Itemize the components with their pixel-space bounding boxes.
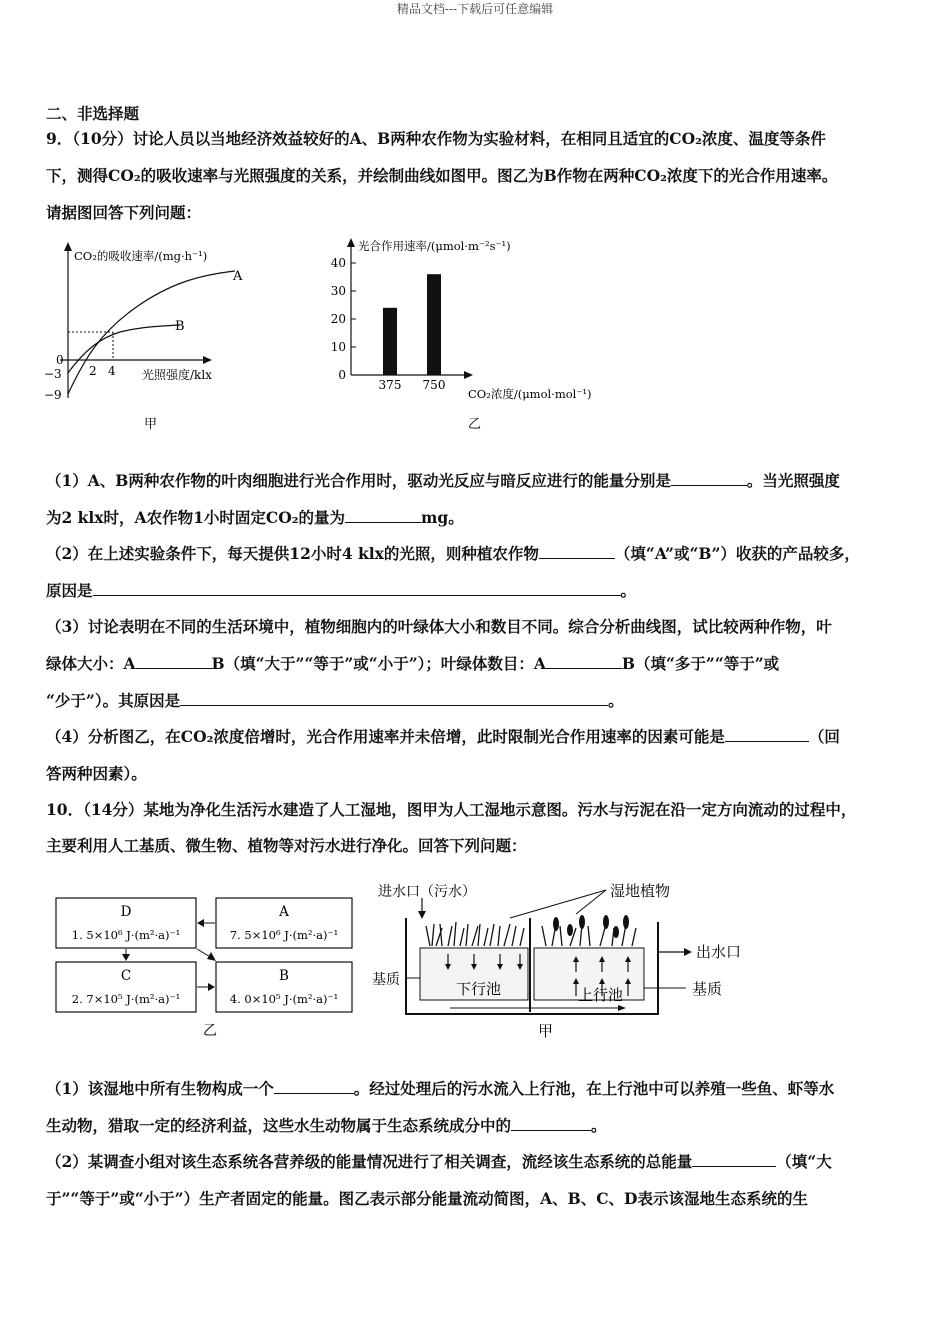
arrow-d-to-c-head [122,954,130,961]
plants-left-icon [426,922,524,946]
bar-category-label: 375 [378,378,402,392]
bar-375 [383,308,397,375]
box-b-value: 4. 0×10⁵ J·(m²·a)⁻¹ [229,992,339,1006]
q9-stem-line2: 下，测得CO₂的吸收速率与光照强度的关系，并绘制曲线如图甲。图乙为B作物在两种CO₂浓度下的光合作用速率。 [46,166,838,185]
box-c-label: C [120,968,132,984]
bar-750 [427,274,441,375]
answer-blank[interactable] [274,1078,354,1094]
q9-part3-line1: （3）讨论表明在不同的生活环境中，植物细胞内的叶绿体大小和数目不同。综合分析曲线图，试比较两种作物，叶 [46,617,832,636]
box-a-label: A [279,904,289,920]
q10-figure-jia-wetland [370,874,790,1044]
tick-minus-3: −3 [44,367,62,381]
q10-part1-line2: 生动物，猎取一定的经济利益，这些水生动物属于生态系统成分中的 。 [46,1116,607,1135]
down-pool-label: 下行池 [456,980,502,998]
q9-part2-line2: 原因是 。 [46,581,637,600]
answer-blank[interactable] [180,690,608,706]
inlet-arrowhead [418,911,426,919]
answer-blank[interactable] [345,507,421,523]
q10-figure-yi-energy-flow [50,892,360,1042]
answer-blank[interactable] [692,1151,776,1167]
bar-y-tick-label: 0 [338,368,346,382]
box-d-value: 1. 5×10⁶ J·(m²·a)⁻¹ [71,928,181,942]
outlet-arrowhead [684,948,692,956]
plant-pointer-2 [510,890,606,918]
answer-blank[interactable] [671,470,747,486]
bar-category-label: 750 [422,378,446,392]
q10-stem-line1: 10．（14分）某地为净化生活污水建造了人工湿地，图甲为人工湿地示意图。污水与污泥在沿一定方向流动的过程中， [46,800,857,819]
q9-part1-line1: （1）A、B两种农作物的叶肉细胞进行光合作用时，驱动光反应与暗反应进行的能量分别是 。当光照强度 [46,471,840,490]
q9-figure-jia [40,238,280,438]
plant-pointer-1 [576,890,606,914]
q9-part2-line1: （2）在上述实验条件下，每天提供12小时4 klx的光照，则种植农作物 （填“A”或“B”）收获的产品较多， [46,544,860,563]
outlet-label: 出水口 [696,943,742,961]
bar-y-tick-label: 30 [330,284,346,298]
q10-yi-caption: 乙 [203,1023,217,1039]
bar-xlabel: CO₂浓度/(μmol·mol⁻¹) [468,387,592,401]
q10-part2-line2: 于”“等于”或“小于”）生产者固定的能量。图乙表示部分能量流动简图，A、B、C、D表示该湿地生态系统的生 [46,1189,808,1208]
answer-blank[interactable] [511,1115,591,1131]
arrow-d-to-b-head [207,952,216,961]
answer-blank[interactable] [539,543,615,559]
answer-blank[interactable] [725,726,809,742]
tick-4: 4 [108,364,116,378]
arrow-a-to-d-head [197,919,204,927]
y-axis-arrow [64,242,72,251]
bottom-flow-arrowhead [618,1005,626,1011]
q10-jia-caption: 甲 [538,1022,554,1040]
bar-y-tick-label: 40 [330,256,346,270]
q9-part3-line2: 绿体大小：A B（填“大于”“等于”或“小于”）；叶绿体数目：A B（填“多于”“等于”或 [46,654,780,673]
box-b-label: B [279,968,289,984]
x-axis-arrow [203,356,212,364]
q9-part1-line2: 为2 klx时，A农作物1小时固定CO₂的量为 mg。 [46,508,464,527]
bar-ylabel: 光合作用速率/(μmol·m⁻²s⁻¹) [358,239,511,253]
cattail-heads-icon [553,915,629,938]
q9-part3-line3: “少于”）。其原因是 。 [46,691,624,710]
bar-caption: 乙 [468,417,482,432]
bar-x-axis-arrow [464,371,473,379]
box-a-value: 7. 5×10⁶ J·(m²·a)⁻¹ [229,928,339,942]
bar-y-axis-arrow [347,238,355,247]
section-title: 二、非选择题 [46,104,140,123]
jia-xlabel: 光照强度/klx [142,368,212,382]
plants-label: 湿地植物 [610,882,671,900]
q9-figure-yi-bar-chart [318,232,638,438]
q9-part4-line1: （4）分析图乙，在CO₂浓度倍增时，光合作用速率并未倍增，此时限制光合作用速率的因素可能是 （回 [46,727,840,746]
tick-minus-9: −9 [44,388,62,402]
q9-part4-line2: 答两种因素）。 [46,764,147,783]
box-c-value: 2. 7×10⁵ J·(m²·a)⁻¹ [71,992,181,1006]
answer-blank[interactable] [93,580,621,596]
page-header: 精品文档---下载后可任意编辑 [396,2,554,16]
up-pool-label: 上行池 [578,986,624,1004]
q9-stem-line1: 9．（10分）讨论人员以当地经济效益较好的A、B两种农作物为实验材料，在相同且适宜的CO₂浓度、温度等条件 [46,129,826,148]
inlet-label: 进水口（污水） [378,884,476,900]
answer-blank[interactable] [546,653,622,669]
jia-caption: 甲 [144,417,158,432]
answer-blank[interactable] [136,653,212,669]
bar-y-tick-label: 20 [330,312,346,326]
curve-b-label: B [175,319,185,334]
box-d-label: D [120,904,132,920]
curve-a-label: A [233,269,243,284]
q10-part2-line1: （2）某调查小组对该生态系统各营养级的能量情况进行了相关调查，流经该生态系统的总能量 （填“大 [46,1152,832,1171]
jia-ylabel: CO₂的吸收速率/(mg·h⁻¹) [74,249,208,263]
q10-part1-line1: （1）该湿地中所有生物构成一个 。经过处理后的污水流入上行池，在上行池中可以养殖一些鱼、虾等水 [46,1079,835,1098]
q10-stem-line2: 主要利用人工基质、微生物、植物等对污水进行净化。回答下列问题： [46,836,527,855]
substrate-left-label: 基质 [372,972,400,988]
arrow-c-to-b-head [208,983,215,991]
q9-stem-line3: 请据图回答下列问题： [46,203,202,222]
substrate-right-label: 基质 [692,980,723,998]
tick-0: 0 [56,353,64,367]
tick-2: 2 [89,364,97,378]
bar-y-tick-label: 10 [330,340,346,354]
